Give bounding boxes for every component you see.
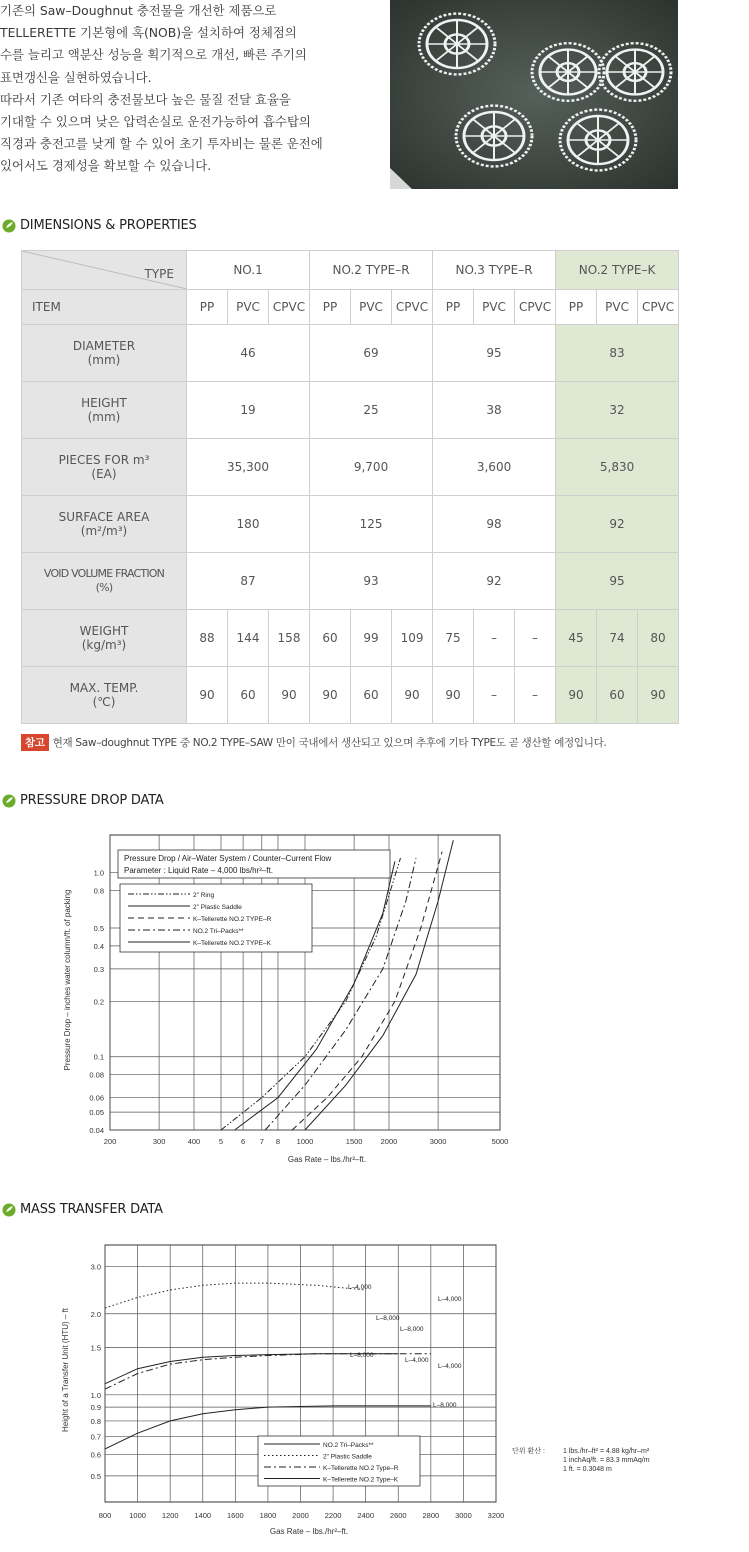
properties-table [21, 250, 679, 724]
table-cell: 93 [310, 553, 433, 610]
table-cell: 90 [638, 667, 679, 724]
table-row [22, 667, 679, 724]
y-axis-label: Height of a Transfer Unit (HTU) – ft [61, 1307, 70, 1433]
x-tick-label: 1200 [161, 1511, 179, 1520]
material-header: CPVC [269, 290, 310, 325]
type-header: NO.2 TYPE–R [310, 251, 433, 290]
table-cell: 90 [269, 667, 310, 724]
material-header: CPVC [638, 290, 679, 325]
curve-annotation: L–4,000 [438, 1296, 462, 1303]
table-cell: 95 [556, 553, 679, 610]
type-header: NO.3 TYPE–R [433, 251, 556, 290]
curve-annotation: L–4,000 [348, 1284, 372, 1291]
legend-label: K–Tellerette NO.2 Type–K [323, 1476, 399, 1484]
mass-transfer-chart [0, 1230, 749, 1550]
x-tick-label: 400 [187, 1137, 201, 1146]
table-cell: 45 [556, 610, 597, 667]
table-cell: 3,600 [433, 439, 556, 496]
x-tick-label: 2200 [324, 1511, 342, 1520]
y-tick-label: 1.0 [90, 1390, 101, 1400]
curve-annotation: L–4,000 [405, 1357, 429, 1364]
y-tick-label: 1.0 [93, 868, 104, 878]
legend-label: 2" Plastic Saddle [193, 904, 242, 911]
material-header: PVC [351, 290, 392, 325]
material-header: PP [433, 290, 474, 325]
note [21, 734, 606, 751]
legend-label: K–Tellerette NO.2 TYPE–K [193, 940, 271, 947]
y-tick-label: 0.7 [90, 1432, 101, 1442]
table-cell: 74 [597, 610, 638, 667]
y-tick-label: 2.0 [90, 1309, 101, 1319]
material-header: CPVC [515, 290, 556, 325]
legend-label: 2" Plastic Saddle [323, 1453, 372, 1461]
table-row [22, 325, 679, 382]
table-cell: – [515, 667, 556, 724]
material-header: PVC [597, 290, 638, 325]
table-cell: 69 [310, 325, 433, 382]
unit-conversion-line: 1 lbs./hr–ft² = 4.88 kg/hr–m² [563, 1448, 650, 1455]
x-axis-label: Gas Rate – lbs./hr²–ft. [269, 1527, 349, 1536]
table-cell: 90 [310, 667, 351, 724]
legend-label: K–Tellerette NO.2 TYPE–R [193, 916, 272, 923]
leaf-icon [2, 1203, 16, 1217]
row-label: SURFACE AREA (m²/m³) [22, 496, 187, 553]
table-cell: 60 [597, 667, 638, 724]
table-cell: 38 [433, 382, 556, 439]
table-cell: 144 [228, 610, 269, 667]
intro-line: 직경과 충전고를 낮게 할 수 있어 초기 투자비는 물론 운전에 [0, 136, 323, 152]
material-header: PP [187, 290, 228, 325]
legend-label: 2" Ring [193, 892, 215, 899]
section-label: DIMENSIONS & PROPERTIES [20, 218, 197, 233]
table-cell: 9,700 [310, 439, 433, 496]
table-cell: – [474, 610, 515, 667]
x-tick-label: 8 [275, 1137, 281, 1146]
row-label: VOID VOLUME FRACTION (%) [22, 553, 187, 610]
x-tick-label: 2000 [292, 1511, 309, 1520]
x-tick-label: 1400 [194, 1511, 212, 1520]
x-tick-label: 1500 [345, 1137, 363, 1146]
legend-label: K–Tellerette NO.2 Type–R [323, 1465, 399, 1472]
product-photo [390, 0, 678, 189]
x-tick-label: 300 [152, 1137, 166, 1146]
material-header: PVC [228, 290, 269, 325]
y-tick-label: 0.6 [90, 1450, 101, 1460]
table-cell: 90 [433, 667, 474, 724]
table-cell: 158 [269, 610, 310, 667]
table-row [22, 553, 679, 610]
section-label: PRESSURE DROP DATA [20, 793, 164, 808]
leaf-icon [2, 219, 16, 233]
x-tick-label: 800 [98, 1511, 112, 1520]
chart-subtitle: Parameter : Liquid Rate – 4,000 lbs/hr²–ft. [124, 866, 273, 875]
material-header: PP [556, 290, 597, 325]
item-label: ITEM [22, 290, 187, 325]
y-axis-label: Pressure Drop – inches water column/ft. of packing [63, 889, 72, 1071]
table-cell: 90 [392, 667, 433, 724]
table-cell: 35,300 [187, 439, 310, 496]
table-cell: 60 [310, 610, 351, 667]
legend-label: NO.2 Tri–Packs** [323, 1442, 374, 1449]
x-tick-label: 5000 [491, 1137, 509, 1146]
table-cell: 32 [556, 382, 679, 439]
x-tick-label: 1800 [259, 1511, 277, 1520]
y-tick-label: 0.3 [93, 964, 104, 974]
type-label: TYPE [144, 267, 174, 281]
y-tick-label: 0.8 [90, 1416, 101, 1426]
legend-label: NO.2 Tri–Packs** [193, 928, 244, 935]
table-cell: 5,830 [556, 439, 679, 496]
table-cell: 95 [433, 325, 556, 382]
type-header: NO.1 [187, 251, 310, 290]
x-tick-label: 2600 [389, 1511, 407, 1520]
table-cell: – [515, 610, 556, 667]
x-tick-label: 200 [103, 1137, 117, 1146]
x-tick-label: 3200 [487, 1511, 505, 1520]
x-tick-label: 3000 [429, 1137, 447, 1146]
y-tick-label: 0.8 [93, 886, 104, 896]
table-cell: 75 [433, 610, 474, 667]
x-tick-label: 1000 [129, 1511, 146, 1520]
y-tick-label: 0.5 [90, 1471, 101, 1481]
material-header: CPVC [392, 290, 433, 325]
table-row [22, 382, 679, 439]
x-tick-label: 5 [218, 1137, 224, 1146]
intro-line: 있어서도 경제성을 확보할 수 있습니다. [0, 158, 212, 174]
section-pressure-title [2, 793, 164, 808]
x-tick-label: 2400 [357, 1511, 375, 1520]
table-cell: – [474, 667, 515, 724]
x-tick-label: 7 [259, 1137, 264, 1146]
table-cell: 60 [228, 667, 269, 724]
section-mass-title [2, 1202, 163, 1217]
table-cell: 87 [187, 553, 310, 610]
table-cell: 60 [351, 667, 392, 724]
table-cell: 80 [638, 610, 679, 667]
y-tick-label: 0.4 [93, 941, 104, 951]
x-tick-label: 1000 [296, 1137, 314, 1146]
x-tick-label: 3000 [455, 1511, 472, 1520]
curve-annotation: L–8,000 [376, 1315, 400, 1322]
y-tick-label: 0.5 [93, 924, 104, 934]
row-label: WEIGHT (kg/m³) [22, 610, 187, 667]
x-tick-label: 2800 [422, 1511, 440, 1520]
y-tick-label: 1.5 [90, 1343, 101, 1353]
intro-line: 표면갱신을 실현하였습니다. [0, 69, 152, 85]
y-tick-label: 0.08 [89, 1070, 104, 1080]
y-tick-label: 3.0 [90, 1262, 101, 1272]
intro-line: 수를 늘리고 액분산 성능을 획기적으로 개선, 빠른 주기의 [0, 47, 307, 63]
table-cell: 99 [351, 610, 392, 667]
y-tick-label: 0.05 [89, 1108, 104, 1118]
section-label: MASS TRANSFER DATA [20, 1202, 163, 1217]
pressure-drop-chart [0, 820, 540, 1170]
intro-line: 따라서 기존 여타의 충전물보다 높은 물질 전달 효율을 [0, 91, 291, 107]
table-cell: 125 [310, 496, 433, 553]
row-label: MAX. TEMP. (℃) [22, 667, 187, 724]
material-header: PP [310, 290, 351, 325]
table-cell: 90 [187, 667, 228, 724]
table-cell: 19 [187, 382, 310, 439]
intro-line: 기존의 Saw–Doughnut 충전물을 개선한 제품으로 [0, 3, 277, 18]
note-text: 현재 Saw–doughnut TYPE 중 NO.2 TYPE–SAW 만이 국내에서 생산되고 있으며 추후에 기타 TYPE도 곧 생산할 예정입니다. [52, 737, 607, 749]
curve-annotation: L–4,000 [438, 1363, 462, 1370]
table-row [22, 439, 679, 496]
table-cell: 90 [556, 667, 597, 724]
table-cell: 46 [187, 325, 310, 382]
table-cell: 92 [556, 496, 679, 553]
x-tick-label: 2000 [380, 1137, 398, 1146]
table-cell: 180 [187, 496, 310, 553]
x-tick-label: 6 [241, 1137, 246, 1146]
y-tick-label: 0.9 [90, 1403, 101, 1413]
note-tag: 참고 [21, 734, 49, 751]
table-cell: 88 [187, 610, 228, 667]
intro-line: TELLERETTE 기본형에 혹(NOB)을 설치하여 정체점의 [0, 25, 297, 41]
curve-annotation: L–8,000 [350, 1352, 374, 1359]
intro-line: 기대할 수 있으며 낮은 압력손실로 운전가능하여 흡수탑의 [0, 114, 311, 130]
chart-title: Pressure Drop / Air–Water System / Counter–Current Flow [124, 854, 332, 863]
x-axis-label: Gas Rate – lbs./hr²–ft. [287, 1155, 367, 1164]
table-cell: 109 [392, 610, 433, 667]
row-label: PIECES FOR m³ (EA) [22, 439, 187, 496]
y-tick-label: 0.2 [93, 997, 104, 1007]
table-cell: 92 [433, 553, 556, 610]
row-label: DIAMETER (mm) [22, 325, 187, 382]
unit-conversion-label: 단위 환산 : [512, 1448, 545, 1455]
y-tick-label: 0.04 [89, 1126, 104, 1135]
curve-annotation: L–8,000 [433, 1402, 457, 1409]
table-cell: 98 [433, 496, 556, 553]
table-cell: 25 [310, 382, 433, 439]
curve-annotation: L–8,000 [400, 1326, 424, 1333]
material-header: PVC [474, 290, 515, 325]
x-tick-label: 1600 [226, 1511, 244, 1520]
row-label: HEIGHT (mm) [22, 382, 187, 439]
table-row [22, 496, 679, 553]
table-row [22, 610, 679, 667]
intro-text [0, 0, 385, 178]
leaf-icon [2, 794, 16, 808]
type-header: NO.2 TYPE–K [556, 251, 679, 290]
section-dimensions-title [2, 218, 197, 233]
y-tick-label: 0.1 [93, 1052, 104, 1062]
y-tick-label: 0.06 [89, 1093, 104, 1103]
unit-conversion-line: 1 inchAq/ft. = 83.3 mmAq/m [563, 1457, 650, 1464]
type-header-cell [22, 251, 187, 290]
unit-conversion-line: 1 ft. = 0.3048 m [563, 1466, 612, 1473]
table-cell: 83 [556, 325, 679, 382]
